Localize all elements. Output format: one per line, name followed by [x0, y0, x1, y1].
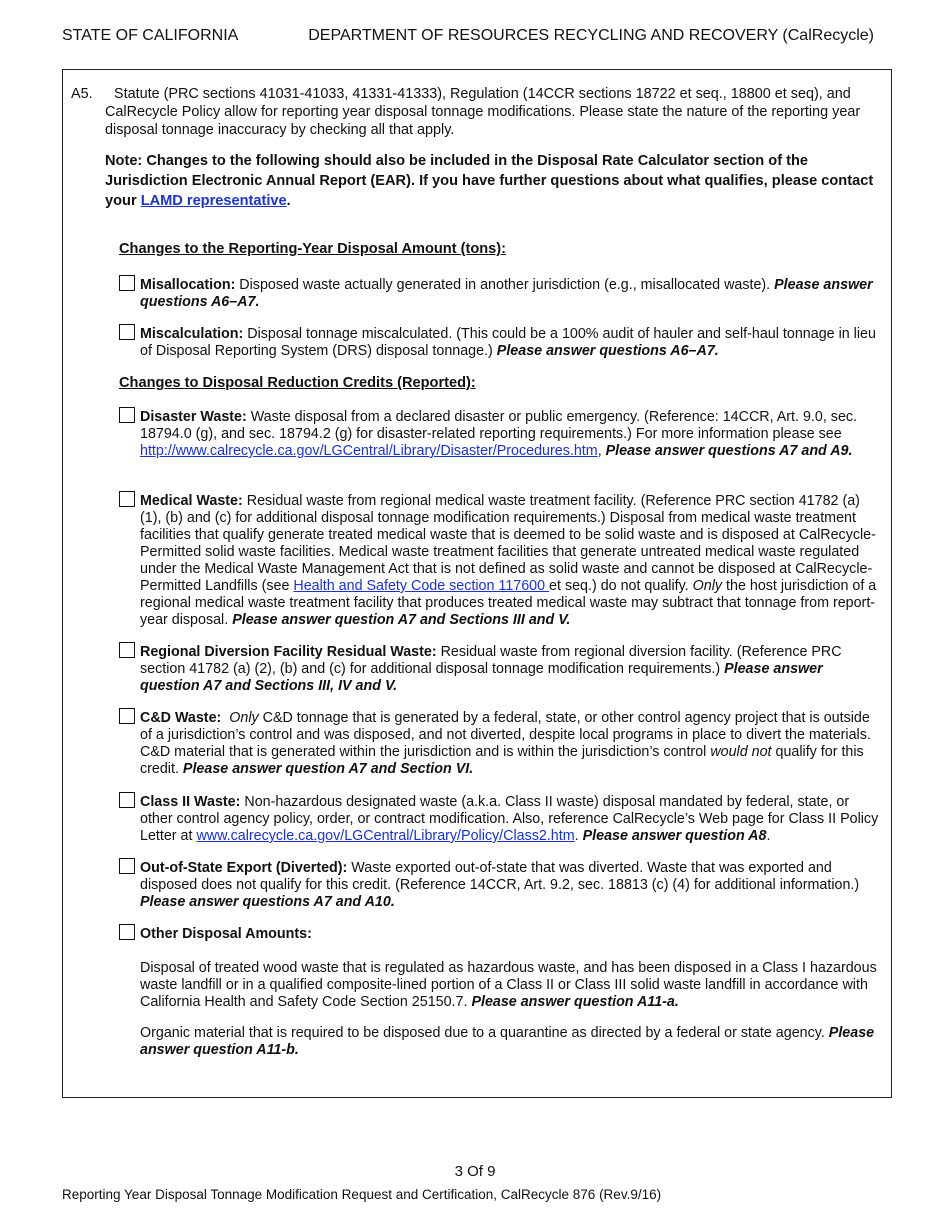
disaster-waste-instruction: Please answer questions A7 and A9.	[605, 443, 853, 459]
item-medical-waste	[119, 493, 879, 629]
disaster-after-link: ,	[597, 443, 606, 459]
item-disaster-waste	[119, 409, 879, 460]
note-text: Note: Changes to the following should also be included in the Disposal Rate Calculator section of the Jurisdiction Electronic Annual Report (EAR). If you have further questions about what qualifies, please contact your	[105, 153, 874, 209]
header-department: DEPARTMENT OF RESOURCES RECYCLING AND RECOVERY (CalRecycle)	[308, 27, 874, 44]
treated-wood-instruction: Please answer question A11-a.	[471, 994, 679, 1010]
section-reporting-year-amount: Changes to the Reporting-Year Disposal Amount (tons):	[119, 241, 507, 257]
treated-wood-paragraph	[140, 960, 880, 1011]
treated-wood-text: Disposal of treated wood waste that is regulated as hazardous waste, and has been disposed in a Class I hazardous waste landfill or in a qualified composite-lined portion of a Class II or Class III solid waste landfill in accordance with California Health and Safety Code Section 25150.7.	[140, 960, 877, 1010]
cd-waste-text-1: C&D tonnage that is generated by a federal, state, or other control agency project that is outside of a jurisdiction’s control and was disposed, and not diverted, despite local programs in place to divert the materials. C&D material that is generated within the jurisdiction and is within the jurisdiction’s control	[140, 710, 871, 760]
class-ii-end: .	[766, 828, 771, 844]
class-ii-waste-checkbox[interactable]	[119, 792, 135, 808]
regional-diversion-instruction: Please answer question A7 and Sections III, IV and V.	[140, 661, 823, 694]
medical-waste-only: Only	[692, 578, 723, 594]
medical-waste-checkbox[interactable]	[119, 491, 135, 507]
question-a5	[71, 85, 883, 139]
cd-waste-only: Only	[229, 710, 259, 726]
note	[105, 151, 875, 211]
health-safety-code-link[interactable]: Health and Safety Code section 117600	[293, 578, 550, 594]
misallocation-title: Misallocation:	[140, 277, 236, 293]
miscalculation-checkbox[interactable]	[119, 324, 135, 340]
misallocation-text: Disposed waste actually generated in another jurisdiction (e.g., misallocated waste).	[235, 277, 775, 293]
page-number: 3 Of 9	[454, 1163, 496, 1180]
disaster-waste-title: Disaster Waste:	[140, 409, 247, 425]
disaster-procedures-link[interactable]: http://www.calrecycle.ca.gov/LGCentral/Library/Disaster/Procedures.htm	[140, 443, 598, 459]
organic-material-paragraph	[140, 1025, 880, 1059]
item-out-of-state-export	[119, 860, 879, 911]
section-disposal-reduction-credits: Changes to Disposal Reduction Credits (Reported):	[119, 375, 476, 391]
out-of-state-export-checkbox[interactable]	[119, 858, 135, 874]
out-of-state-export-title: Out-of-State Export (Diverted):	[140, 860, 348, 876]
organic-material-text: Organic material that is required to be disposed due to a quarantine as directed by a federal or state agency.	[140, 1025, 829, 1041]
miscalculation-title: Miscalculation:	[140, 326, 244, 342]
disaster-waste-text: Waste disposal from a declared disaster or public emergency. (Reference: 14CCR, Art. 9.0, sec. 18794.0 (g), and sec. 18794.2 (g) for disaster-related reporting requirements.) For more information please see	[140, 409, 858, 442]
cd-waste-title: C&D Waste:	[140, 710, 222, 726]
medical-waste-text-1: Residual waste from regional medical waste treatment facility. (Reference PRC section 41782 (a) (1), (b) and (c) for additional disposal tonnage modification requirements.) Disposal from medical waste treatment facilities that qualify generate treated medical waste that is deemed to be solid waste and is disposed at CalRecycle-Permitted solid waste facilities. Medical waste treatment facilities that generate untreated medical waste regulated under the Medical Waste Management Act that is not defined as solid waste and cannot be disposed at CalRecycle-Permitted Landfills (see	[140, 493, 876, 594]
class-ii-waste-text: Non-hazardous designated waste (a.k.a. Class II waste) disposal mandated by federal, state, or other control agency policy, order, or contract modification. Also, reference CalRecycle’s Web page for Class II Policy Letter at	[140, 794, 879, 844]
misallocation-instruction: Please answer questions A6–A7.	[140, 277, 873, 310]
item-regional-diversion	[119, 644, 879, 695]
regional-diversion-title: Regional Diversion Facility Residual Waste:	[140, 644, 437, 660]
medical-waste-text-2: et seq.) do not qualify.	[549, 578, 693, 594]
lamd-representative-link[interactable]: LAMD representative	[140, 193, 287, 209]
note-end: .	[286, 193, 291, 209]
medical-waste-instruction: Please answer question A7 and Sections III and V.	[232, 612, 571, 628]
other-disposal-checkbox[interactable]	[119, 924, 135, 940]
question-number: A5.	[71, 86, 93, 102]
class-ii-waste-title: Class II Waste:	[140, 794, 241, 810]
cd-waste-would-not: would not	[710, 744, 772, 760]
cd-waste-instruction: Please answer question A7 and Section VI.	[182, 761, 474, 777]
medical-waste-text-3: the host jurisdiction of a regional medical waste treatment facility that produces treated medical waste may subtract that tonnage from report-year disposal.	[140, 578, 877, 628]
miscalculation-instruction: Please answer questions A6–A7.	[496, 343, 719, 359]
other-disposal-title: Other Disposal Amounts:	[140, 926, 312, 942]
class2-policy-link[interactable]: www.calrecycle.ca.gov/LGCentral/Library/Policy/Class2.htm	[196, 828, 575, 844]
question-text: Statute (PRC sections 41031-41033, 41331-41333), Regulation (14CCR sections 18722 et seq., 18800 et seq), and CalRecycle Policy allow for reporting year disposal tonnage modifications. Please state the nature of the reporting year disposal tonnage inaccuracy by checking all that apply.	[105, 86, 861, 138]
header-state: STATE OF CALIFORNIA	[62, 27, 239, 44]
medical-waste-title: Medical Waste:	[140, 493, 243, 509]
class-ii-after-link: .	[574, 828, 583, 844]
misallocation-checkbox[interactable]	[119, 275, 135, 291]
item-miscalculation	[119, 326, 879, 360]
item-other-disposal	[119, 926, 879, 943]
item-misallocation	[119, 277, 879, 311]
item-cd-waste	[119, 710, 879, 778]
disaster-waste-checkbox[interactable]	[119, 407, 135, 423]
organic-material-instruction: Please answer question A11-b.	[140, 1025, 875, 1058]
item-class-ii-waste	[119, 794, 879, 845]
regional-diversion-text: Residual waste from regional diversion facility. (Reference PRC section 41782 (a) (2), (b) and (c) for additional disposal tonnage modification requirements.)	[140, 644, 842, 677]
cd-waste-text-2: qualify for this credit.	[140, 744, 864, 777]
out-of-state-export-instruction: Please answer questions A7 and A10.	[140, 894, 395, 910]
out-of-state-export-text: Waste exported out-of-state that was diverted. Waste that was exported and disposed does not qualify for this credit. (Reference 14CCR, Art. 9.2, sec. 18813 (c) (4) for additional information.)	[140, 860, 860, 893]
regional-diversion-checkbox[interactable]	[119, 642, 135, 658]
form-footer: Reporting Year Disposal Tonnage Modification Request and Certification, CalRecycle 876 (Rev.9/16)	[62, 1187, 662, 1202]
cd-waste-checkbox[interactable]	[119, 708, 135, 724]
question-box	[62, 69, 892, 1098]
class-ii-waste-instruction: Please answer question A8	[582, 828, 767, 844]
miscalculation-text: Disposal tonnage miscalculated. (This could be a 100% audit of hauler and self-haul tonnage in lieu of Disposal Reporting System (DRS) disposal tonnage.)	[140, 326, 876, 359]
